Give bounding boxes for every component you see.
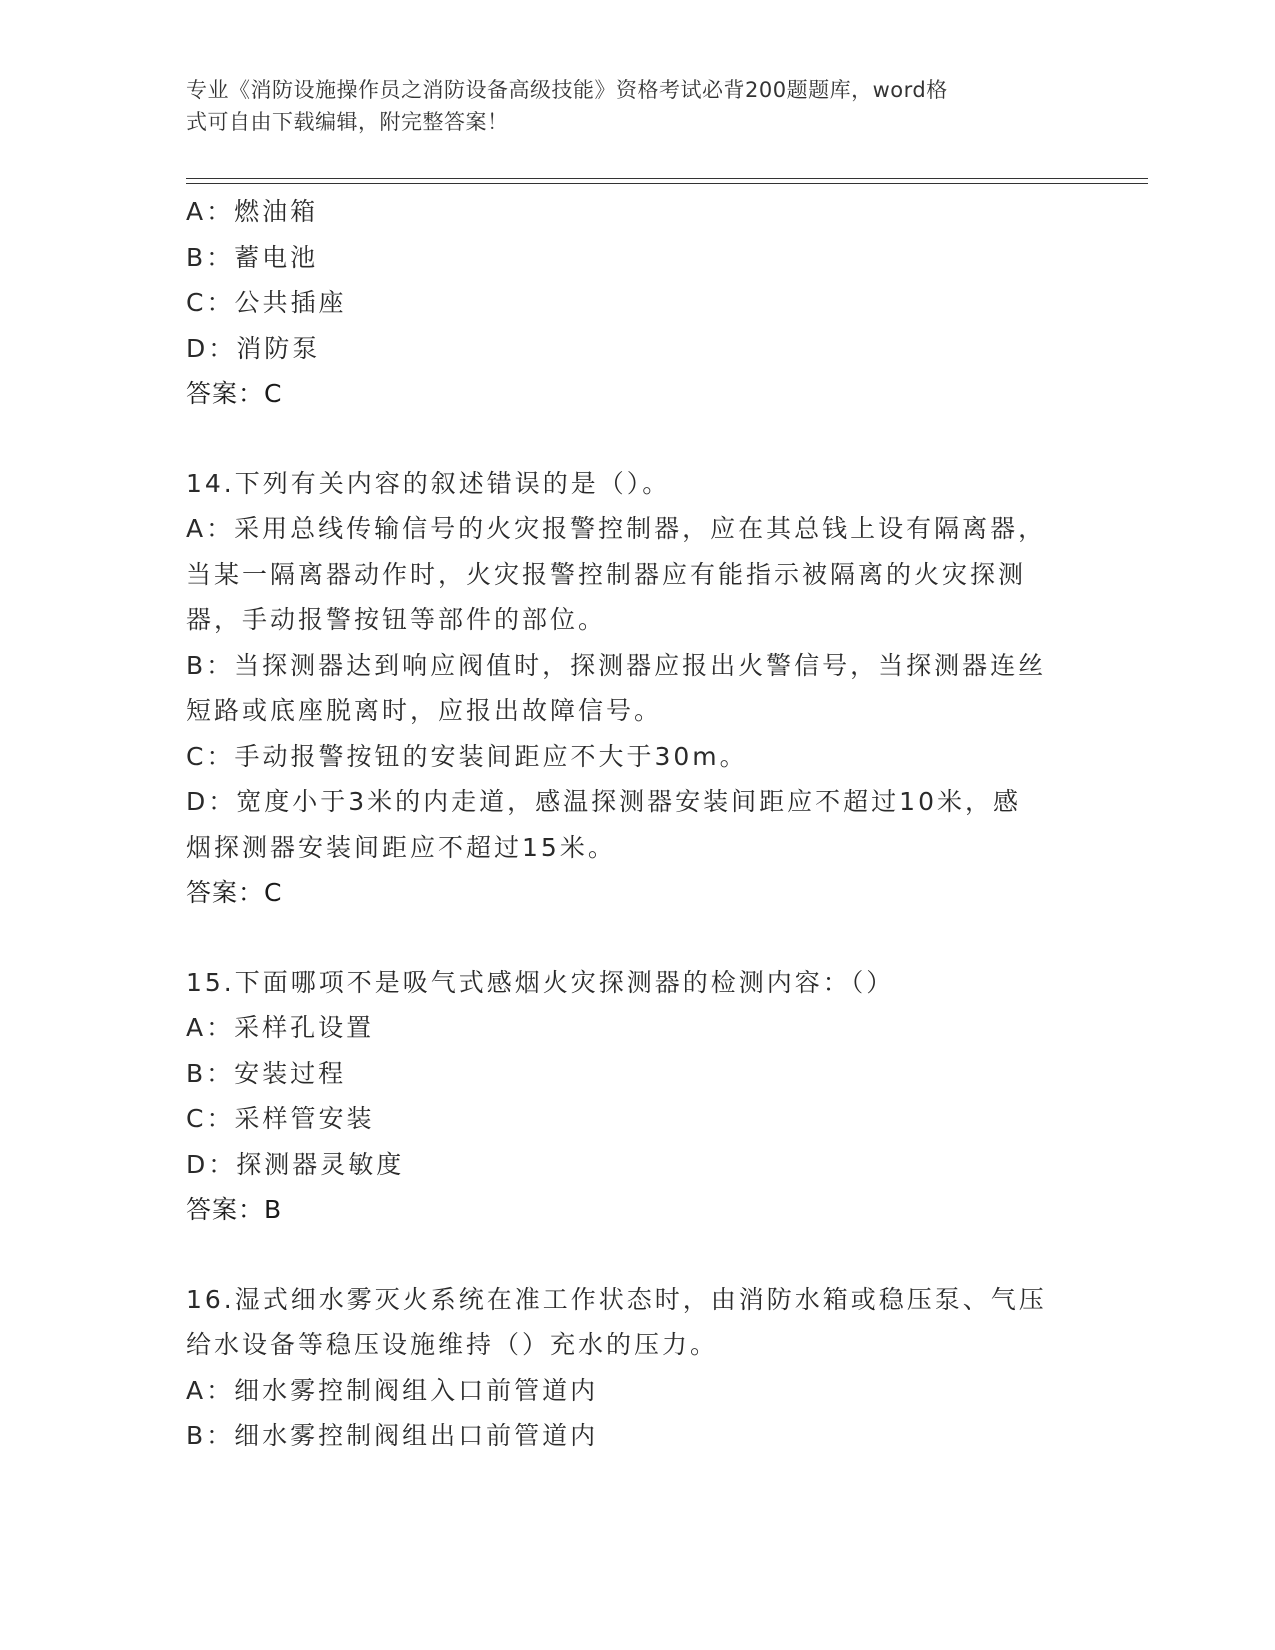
- option-c: C：采样管安装: [186, 1104, 375, 1133]
- option-b: B：安装过程: [186, 1058, 347, 1088]
- option-b-line-2: 短路或底座脱离时，应报出故障信号。: [186, 696, 663, 725]
- spacer: [186, 916, 1086, 960]
- option-b: B：细水雾控制阀组出口前管道内: [186, 1421, 599, 1450]
- answer: 答案：C: [186, 878, 283, 907]
- header-line-1: 专业《消防设施操作员之消防设备高级技能》资格考试必背200题题库，word格: [186, 78, 948, 102]
- spacer: [186, 1233, 1086, 1277]
- question-text-line-2: 给水设备等稳压设施维持（）充水的压力。: [186, 1330, 719, 1359]
- question-text: 15.下面哪项不是吸气式感烟火灾探测器的检测内容：（）: [186, 967, 895, 997]
- answer: 答案：C: [186, 379, 283, 408]
- option-a-line-3: 器，手动报警按钮等部件的部位。: [186, 605, 607, 634]
- header-divider-secondary: [186, 183, 1148, 184]
- document-header: [186, 74, 1066, 138]
- question-text: 14.下列有关内容的叙述错误的是（）。: [186, 468, 671, 498]
- spacer: [186, 417, 1086, 461]
- question-text-line-1: 16.湿式细水雾灭火系统在准工作状态时，由消防水箱或稳压泵、气压: [186, 1284, 1047, 1314]
- option-d: D：探测器灵敏度: [186, 1149, 405, 1179]
- option-a-line-2: 当某一隔离器动作时，火灾报警控制器应有能指示被隔离的火灾探测: [186, 559, 1027, 589]
- option-d: D：消防泵: [186, 333, 321, 363]
- option-a: A：细水雾控制阀组入口前管道内: [186, 1375, 599, 1405]
- option-a: A：采样孔设置: [186, 1013, 375, 1042]
- option-b-line-1: B：当探测器达到响应阀值时，探测器应报出火警信号，当探测器连丝: [186, 650, 1047, 680]
- option-d-line-2: 烟探测器安装间距应不超过15米。: [186, 832, 616, 862]
- question-15: [186, 960, 1086, 1233]
- question-16: [186, 1277, 1086, 1459]
- answer: 答案：B: [186, 1195, 283, 1224]
- header-line-2: 式可自由下载编辑，附完整答案！: [186, 110, 509, 134]
- option-b: B：蓄电池: [186, 242, 319, 272]
- header-divider: [186, 178, 1148, 179]
- question-14: [186, 461, 1086, 916]
- option-a: A：燃油箱: [186, 197, 319, 226]
- option-c: C：公共插座: [186, 288, 347, 317]
- option-c-line-1: C：手动报警按钮的安装间距应不大于30m。: [186, 741, 748, 771]
- option-a-line-1: A：采用总线传输信号的火灾报警控制器，应在其总钱上设有隔离器，: [186, 514, 1047, 543]
- option-d-line-1: D：宽度小于3米的内走道，感温探测器安装间距应不超过10米，感: [186, 787, 1021, 816]
- document-body: [186, 189, 1086, 1459]
- question-13: [186, 189, 1086, 417]
